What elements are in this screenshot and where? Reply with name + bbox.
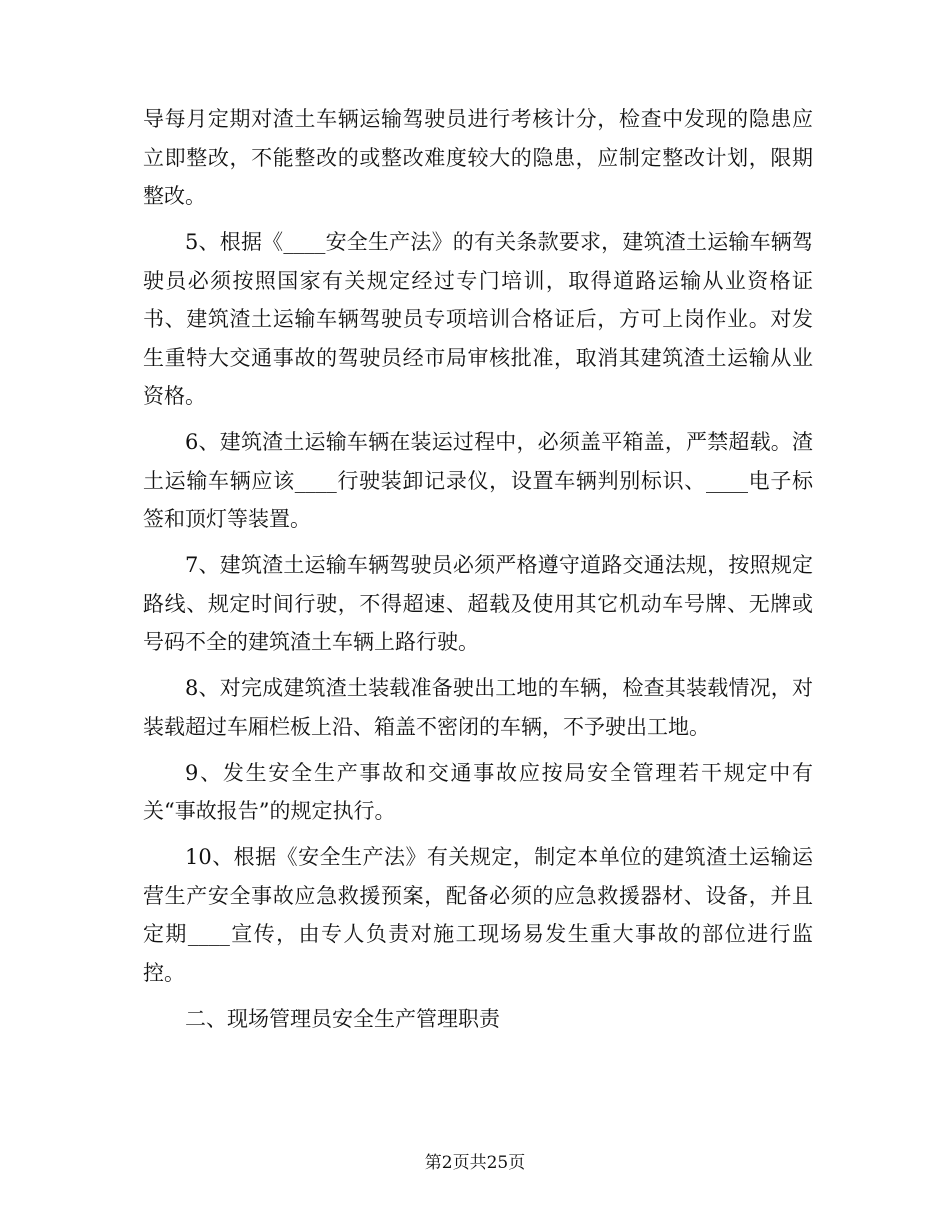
paragraph-item-6: 6、建筑渣土运输车辆在装运过程中，必须盖平箱盖，严禁超载。渣土运输车辆应该____行驶装卸记录仪，设置车辆判别标识、____电子标签和顶灯等装置。 — [143, 430, 813, 531]
section-heading: 二、现场管理员安全生产管理职责 — [185, 1006, 500, 1031]
paragraph-item-9: 9、发生安全生产事故和交通事故应按局安全管理若干规定中有关“事故报告”的规定执行。 — [143, 760, 813, 823]
page-number-footer: 第2页共25页 — [424, 1153, 526, 1173]
paragraph-item-5: 5、根据《____安全生产法》的有关条款要求，建筑渣土运输车辆驾驶员必须按照国家有关规定经过专门培训，取得道路运输从业资格证书、建筑渣土运输车辆驾驶员专项培训合格证后，方可上岗作业。对发生重特大交通事故的驾驶员经市局审核批准，取消其建筑渣土运输从业资格。 — [143, 230, 813, 408]
paragraph-continuation: 导每月定期对渣土车辆运输驾驶员进行考核计分，检查中发现的隐患应立即整改，不能整改的或整改难度较大的隐患，应制定整改计划，限期整改。 — [143, 107, 813, 208]
paragraph-item-7: 7、建筑渣土运输车辆驾驶员必须严格遵守道路交通法规，按照规定路线、规定时间行驶，不得超速、超载及使用其它机动车号牌、无牌或号码不全的建筑渣土车辆上路行驶。 — [143, 553, 813, 654]
paragraph-item-8: 8、对完成建筑渣土装载准备驶出工地的车辆，检查其装载情况，对装载超过车厢栏板上沿、箱盖不密闭的车辆，不予驶出工地。 — [143, 676, 813, 739]
paragraph-item-10: 10、根据《安全生产法》有关规定，制定本单位的建筑渣土运输运营生产安全事故应急救援预案，配备必须的应急救援器材、设备，并且定期____宣传，由专人负责对施工现场易发生重大事故的部位进行监控。 — [143, 845, 813, 985]
document-body — [143, 100, 813, 1046]
